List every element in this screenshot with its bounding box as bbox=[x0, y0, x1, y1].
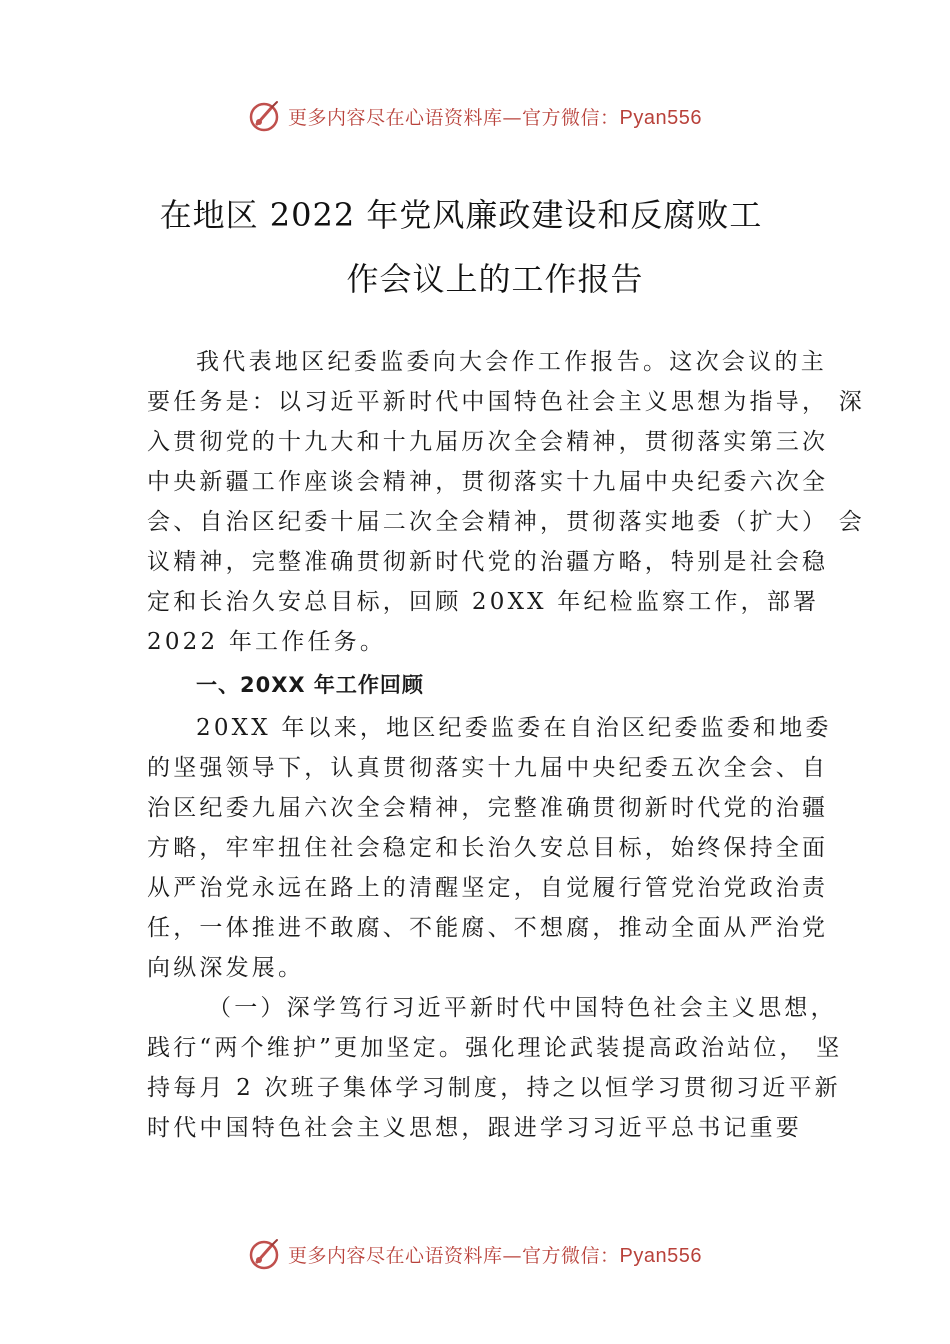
banner-label: 更多内容尽在心语资料库—官方微信： bbox=[288, 1244, 620, 1267]
brush-logo-icon bbox=[248, 99, 282, 133]
document-title-line-1: 在地区 2022 年党风廉政建设和反腐败工 bbox=[159, 196, 763, 234]
paragraph-line: 中央新疆工作座谈会精神，贯彻落实十九届中央纪委六次全 bbox=[147, 469, 829, 495]
paragraph-line: 的坚强领导下，认真贯彻落实十九届中央纪委五次全会、自 bbox=[147, 755, 829, 781]
banner-wechat-id: Pyan556 bbox=[619, 1244, 702, 1267]
brush-logo-icon bbox=[248, 1237, 282, 1271]
paragraph-line: 从严治党永远在路上的清醒坚定，自觉履行管党治党政治责 bbox=[147, 875, 829, 901]
section-heading: 一、20XX 年工作回顾 bbox=[196, 673, 424, 697]
banner-label: 更多内容尽在心语资料库—官方微信： bbox=[288, 106, 620, 129]
paragraph-line: 议精神，完整准确贯彻新时代党的治疆方略，特别是社会稳 bbox=[147, 549, 829, 575]
paragraph-line: 时代中国特色社会主义思想，跟进学习习近平总书记重要 bbox=[147, 1115, 802, 1141]
paragraph-line: 任，一体推进不敢腐、不能腐、不想腐，推动全面从严治党 bbox=[147, 915, 829, 941]
paragraph-line: 20XX 年以来，地区纪委监委在自治区纪委监委和地委 bbox=[196, 715, 832, 741]
subsection-heading-line: （一）深学笃行习近平新时代中国特色社会主义思想， bbox=[208, 995, 837, 1021]
paragraph-line: 2022 年工作任务。 bbox=[147, 629, 387, 655]
paragraph-line: 会、自治区纪委十届二次全会精神，贯彻落实地委（扩大） 会 bbox=[147, 509, 865, 535]
paragraph-line: 持每月 2 次班子集体学习制度，持之以恒学习贯彻习近平新 bbox=[147, 1075, 841, 1101]
paragraph-line: 向纵深发展。 bbox=[147, 955, 305, 981]
banner-wechat-id: Pyan556 bbox=[619, 106, 702, 129]
header-banner bbox=[0, 96, 950, 136]
paragraph-line: 治区纪委九届六次全会精神，完整准确贯彻新时代党的治疆 bbox=[147, 795, 829, 821]
footer-banner bbox=[0, 1234, 950, 1274]
banner-text bbox=[288, 1241, 702, 1268]
paragraph-line: 定和长治久安总目标，回顾 20XX 年纪检监察工作，部署 bbox=[147, 589, 820, 615]
paragraph-line: 方略，牢牢扭住社会稳定和长治久安总目标，始终保持全面 bbox=[147, 835, 829, 861]
banner-text bbox=[288, 103, 702, 130]
document-title-line-2: 作会议上的工作报告 bbox=[346, 260, 644, 298]
paragraph-line: 要任务是：以习近平新时代中国特色社会主义思想为指导， 深 bbox=[147, 389, 865, 415]
paragraph-line: 入贯彻党的十九大和十九届历次全会精神，贯彻落实第三次 bbox=[147, 429, 829, 455]
paragraph-line: 践行“两个维护”更加坚定。强化理论武装提高政治站位， 坚 bbox=[147, 1035, 843, 1061]
paragraph-line: 我代表地区纪委监委向大会作工作报告。这次会议的主 bbox=[196, 349, 827, 375]
